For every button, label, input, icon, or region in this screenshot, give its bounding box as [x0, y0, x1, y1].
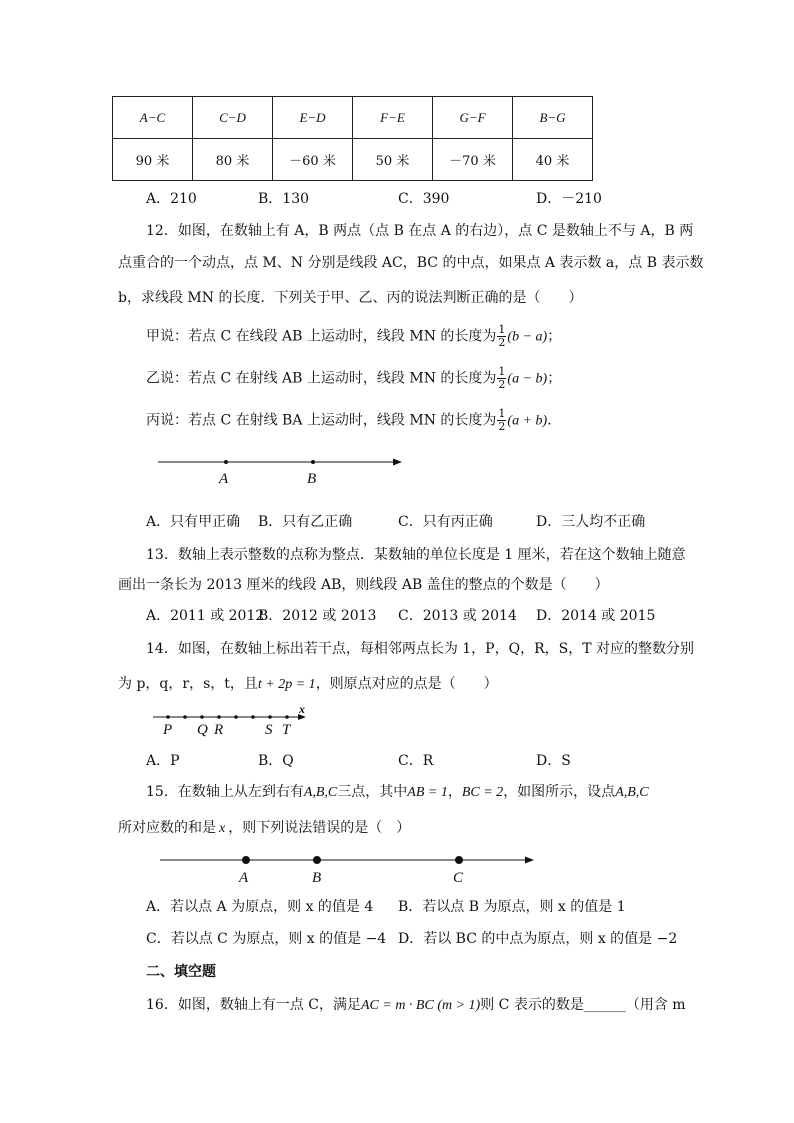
statement-text: 丙说：若点 C 在射线 BA 上运动时，线段 MN 的长度为: [146, 412, 497, 429]
fraction-numerator: 1: [498, 323, 506, 336]
point-p-label: P: [163, 722, 173, 738]
q15-variable: x: [219, 821, 226, 836]
q13-option-a[interactable]: A．2011 或 2012: [146, 608, 265, 624]
q11-option-d[interactable]: D．－210: [536, 191, 602, 207]
q16-text-end: 则 C 表示的数是______（用含 m: [480, 997, 686, 1013]
axis-arrow-icon: [525, 857, 534, 864]
fraction-denominator: 2: [498, 336, 506, 349]
point-s-label: S: [265, 722, 273, 738]
q14-text-end: ，则原点对应的点是（ ）: [315, 676, 498, 692]
q15-option-d[interactable]: D．若以 BC 的中点为原点，则 x 的值是 −2: [398, 931, 678, 947]
point-b-label: B: [312, 870, 322, 886]
q15-points: A,B,C: [303, 785, 338, 800]
point-a-dot: [242, 856, 250, 864]
q12-option-d[interactable]: D．三人均不正确: [536, 514, 646, 530]
statement-text: 甲说：若点 C 在线段 AB 上运动时，线段 MN 的长度为: [146, 328, 497, 345]
q12-line-2: 点重合的一个动点，点 M、N 分别是线段 AC，BC 的中点，如果点 A 表示数 a，点 B 表示数: [118, 255, 704, 271]
point-c-label: C: [453, 870, 464, 886]
q15-option-a[interactable]: A．若以点 A 为原点，则 x 的值是 4: [146, 899, 374, 915]
q15-text-end: ，则下列说法错误的是（ ）: [228, 820, 411, 836]
q16-line-1: [146, 994, 686, 1014]
statement-end: ；: [547, 328, 562, 345]
q15-points: A,B,C: [615, 785, 649, 800]
statement-end: ．: [547, 412, 562, 429]
q16-equation: AC = m · BC (m > 1): [360, 998, 481, 1013]
table-cell: －70 米: [433, 139, 513, 181]
q16-text: 16．如图，数轴上有一点 C，满足: [146, 997, 361, 1013]
table-header-cell: A−C: [113, 97, 193, 139]
statement-expression: (b − a): [507, 329, 548, 345]
q14-option-b[interactable]: B．Q: [258, 753, 294, 769]
table-cell: 40 米: [513, 139, 593, 181]
point-q-label: Q: [197, 722, 208, 738]
fraction-numerator: 1: [498, 407, 506, 420]
q15-text: 三点，其中: [337, 784, 408, 800]
point-t-label: T: [282, 722, 291, 738]
q13-line-2: 画出一条长为 2013 厘米的线段 AB，则线段 AB 盖住的整点的个数是（ ）: [118, 577, 609, 593]
q14-option-d[interactable]: D．S: [536, 753, 571, 769]
q11-option-a[interactable]: A．210: [146, 191, 197, 207]
point-r-label: R: [214, 722, 224, 738]
q15-text: ，如图所示，设点: [503, 784, 616, 800]
q13-line-1: 13．数轴上表示整数的点称为整点．某数轴的单位长度是 1 厘米，若在这个数轴上随意: [146, 547, 686, 563]
statement-expression: (a + b): [507, 413, 548, 429]
statement-text: 乙说：若点 C 在射线 AB 上运动时，线段 MN 的长度为: [146, 370, 497, 387]
table-header-cell: F−E: [353, 97, 433, 139]
table-cell: －60 米: [273, 139, 353, 181]
q13-option-b[interactable]: B．2012 或 2013: [258, 608, 377, 624]
q12-line-3: b，求线段 MN 的长度．下列关于甲、乙、丙的说法判断正确的是（ ）: [118, 290, 583, 306]
section-heading: 二、填空题: [146, 964, 216, 980]
q15-text: 所对应数的和是: [118, 820, 216, 836]
point-a-label: A: [239, 870, 249, 886]
axis-x-label: x: [299, 702, 305, 716]
point-c-dot: [455, 856, 463, 864]
q13-option-c[interactable]: C．2013 或 2014: [398, 608, 517, 624]
table-header-cell: B−G: [513, 97, 593, 139]
q14-option-a[interactable]: A．P: [146, 753, 180, 769]
q12-option-b[interactable]: B．只有乙正确: [258, 514, 353, 530]
fraction-denominator: 2: [498, 378, 506, 391]
q14-option-c[interactable]: C．R: [398, 753, 434, 769]
q11-option-b[interactable]: B．130: [258, 191, 310, 207]
q15-option-b[interactable]: B．若以点 B 为原点，则 x 的值是 1: [398, 899, 626, 915]
table-header-cell: E−D: [273, 97, 353, 139]
q14-equation: t + 2p = 1: [257, 677, 316, 692]
fraction-numerator: 1: [498, 365, 506, 378]
q15-text: 15．在数轴上从左到右有: [146, 784, 304, 800]
q11-option-c[interactable]: C．390: [398, 191, 450, 207]
q14-text: 为 p，q，r，s，t，且: [118, 676, 258, 692]
q15-option-c[interactable]: C．若以点 C 为原点，则 x 的值是 −4: [146, 931, 387, 947]
q15-equation-ab: AB = 1: [407, 785, 448, 800]
table-cell: 80 米: [193, 139, 273, 181]
statement-end: ；: [547, 370, 562, 387]
q15-separator: ，: [447, 784, 462, 800]
q15-equation-bc: BC = 2: [461, 785, 504, 800]
statement-expression: (a − b): [507, 371, 548, 387]
q13-option-d[interactable]: D．2014 或 2015: [536, 608, 656, 624]
table-header-cell: C−D: [193, 97, 273, 139]
q12-option-c[interactable]: C．只有丙正确: [398, 514, 493, 530]
table-cell: 50 米: [353, 139, 433, 181]
table-cell: 90 米: [113, 139, 193, 181]
point-b-label: B: [307, 471, 317, 487]
fraction-denominator: 2: [498, 420, 506, 433]
table-header-cell: G−F: [433, 97, 513, 139]
q12-option-a[interactable]: A．只有甲正确: [146, 514, 241, 530]
q12-line-1: 12．如图，在数轴上有 A，B 两点（点 B 在点 A 的右边），点 C 是数轴上不与 A，B 两: [146, 223, 694, 239]
point-b-dot: [313, 856, 321, 864]
point-a-label: A: [219, 471, 229, 487]
q14-line-1: 14．如图，在数轴上标出若干点，每相邻两点长为 1，P，Q，R，S，T 对应的整数分别: [146, 641, 694, 657]
